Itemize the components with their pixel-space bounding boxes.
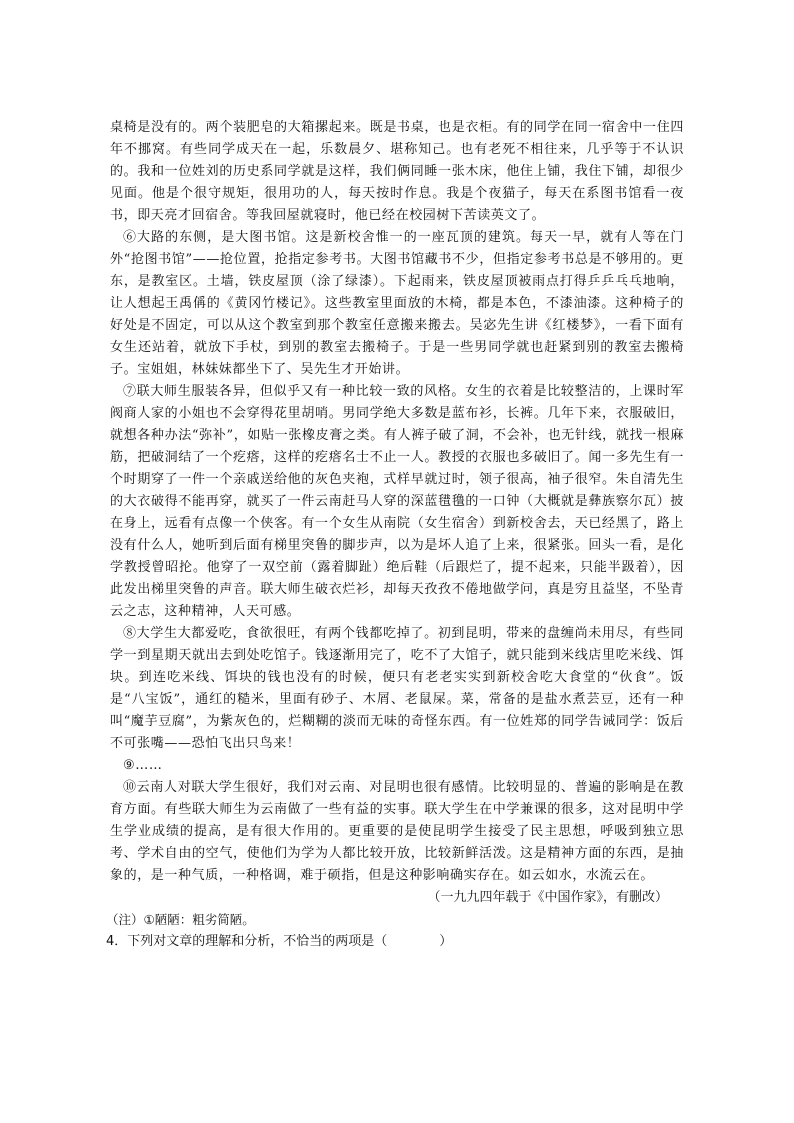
paragraph-7: ⑦联大师生服装各异，但似乎又有一种比较一致的风格。女生的衣着是比较整洁的，上课时军阀商人家的小姐也不会穿得花里胡哨。男同学绝大多数是蓝布衫，长裤。几年下来，衣服破旧，就想各种办法“弥补”，如贴一张橡皮膏之类。有人裤子破了洞，不会补，也无针线，就找一根麻筋，把破洞结了一个疙瘩，这样的疙瘩名士不止一人。教授的衣服也多破旧了。闻一多先生有一个时期穿了一件一个亲戚送给他的灰色夹袍，式样早就过时，领子很高，袖子很窄。朱自清先生的大衣破得不能再穿，就买了一件云南赶马人穿的深蓝氆氇的一口钟（大概就是彝族察尔瓦）披在身上，远看有点像一个侠客。有一个女生从南院（女生宿舍）到新校舍去，天已经黑了，路上没有什么人，她听到后面有梯里突鲁的脚步声，以为是坏人追了上来，很紧张。回头一看，是化学教授曾昭抡。他穿了一双空前（露着脚趾）绝后鞋（后跟烂了，提不起来，只能半趿着），因此发出梯里突鲁的声音。联大师生破衣烂衫，却每天孜孜不倦地做学问，真是穷且益坚，不坠青云之志，这种精神，人天可感。 — [110, 384, 684, 619]
document-page — [106, 117, 684, 953]
paragraph-6: ⑥大路的东侧，是大图书馆。这是新校舍惟一的一座瓦顶的建筑。每天一早，就有人等在门外“抢图书馆”——抢位置，抢指定参考书。大图书馆藏书不少，但指定参考书总是不够用的。更东，是教室区。土墙，铁皮屋顶（涂了绿漆）。下起雨来，铁皮屋顶被雨点打得乒乒乓乓地响，让人想起王禹偁的《黄冈竹楼记》。这些教室里面放的木椅，都是本色，不漆油漆。这种椅子的好处是不固定，可以从这个教室到那个教室任意搬来搬去。吴宓先生讲《红楼梦》，一看下面有女生还站着，就放下手杖，到别的教室去搬椅子。于是一些男同学就也赶紧到别的教室去搬椅子。宝姐姐，林妹妹都坐下了、吴先生才开始讲。 — [110, 230, 684, 377]
paragraph-8: ⑧大学生大都爱吃，食欲很旺，有两个钱都吃掉了。初到昆明，带来的盘缠尚未用尽，有些同学一到星期天就出去到处吃馆子。钱逐渐用完了，吃不了大馆子，就只能到米线店里吃米线、饵块。到连吃米线、饵块的钱也没有的时候，便只有老老实实到新校舍吃大食堂的“伙食”。饭是“八宝饭”，通红的糙米，里面有砂子、木屑、老鼠屎。菜，常备的是盐水煮芸豆，还有一种叫“魔芋豆腐”，为紫灰色的，烂糊糊的淡而无味的奇怪东西。有一位姓郑的同学告诫同学：饭后不可张嘴——恐怕飞出只鸟来！ — [110, 626, 684, 751]
paragraph-10: ⑩云南人对联大学生很好，我们对云南、对昆明也很有感情。比较明显的、普遍的影响是在教育方面。有些联大师生为云南做了一些有益的实事。联大学生在中学兼课的很多，这对昆明中学生学业成绩的提高，是有很大作用的。更重要的是使昆明学生接受了民主思想，呼吸到独立思考、学术自由的空气，使他们为学为人都比较开放，比较新鲜活泼。这是精神方面的东西，是抽象的，是一种气质，一种格调，难于硕指，但是这种影响确实存在。如云如水，水流云在。 — [110, 780, 684, 883]
question-4: 4．下列对文章的理解和分析，不恰当的两项是（ ） — [106, 934, 453, 949]
footnote: （注）①陋陋：粗劣简陋。 — [106, 912, 255, 927]
source-citation: （一九九四年载于《中国作家》，有删改） — [427, 890, 668, 905]
paragraph-9: ⑨…… — [123, 758, 163, 773]
paragraph-continued: 桌椅是没有的。两个装肥皂的大箱摞起来。既是书桌，也是衣柜。有的同学在同一宿舍中一住四年不挪窝。有些同学成天在一起，乐数晨夕、堪称知己。也有老死不相往来，几乎等于不认识的。我和一位姓刘的历史系同学就是这样，我们俩同睡一张木床，他住上铺，我住下铺，却很少见面。他是个很守规矩，很用功的人，每天按时作息。我是个夜猫子，每天在系图书馆看一夜书，即天亮才回宿舍。等我回屋就寝时，他已经在校园树下苦读英文了。 — [110, 120, 684, 223]
